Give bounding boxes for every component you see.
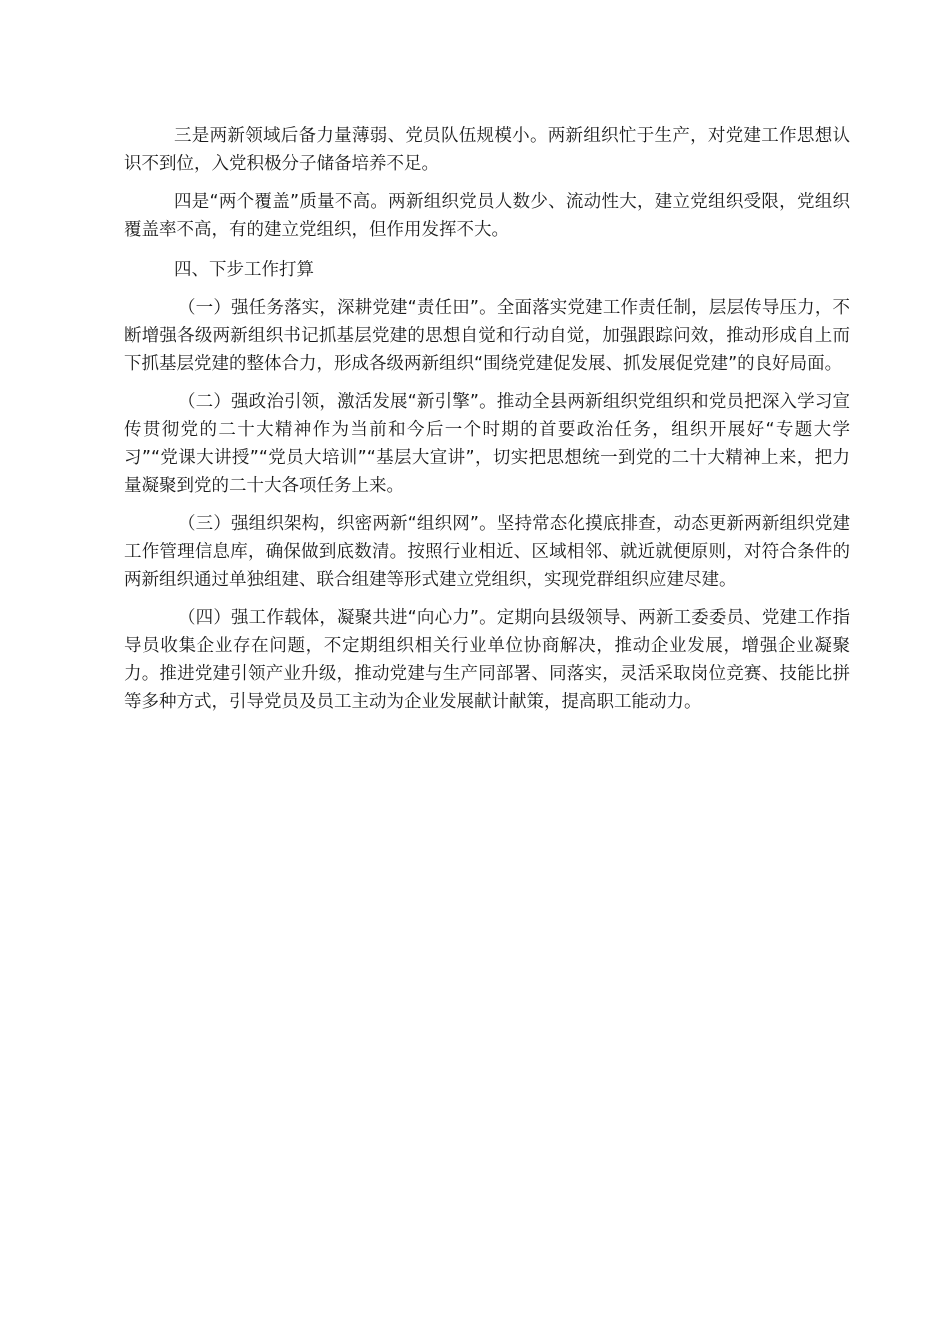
paragraph-task-implementation: （一）强任务落实，深耕党建“责任田”。全面落实党建工作责任制，层层传导压力，不断增强各级两新组织书记抓基层党建的思想自觉和行动自觉，加强跟踪问效，推动形成自上而下抓基层党建的整体合力，形成各级两新组织“围绕党建促发展、抓发展促党建”的良好局面。 <box>124 298 850 374</box>
document-page <box>124 122 850 726</box>
paragraph-organization-structure: （三）强组织架构，织密两新“组织网”。坚持常态化摸底排查，动态更新两新组织党建工作管理信息库，确保做到底数清。按照行业相近、区域相邻、就近就便原则，对符合条件的两新组织通过单独组建、联合组建等形式建立党组织，实现党群组织应建尽建。 <box>124 514 850 590</box>
paragraph-reserve-strength: 三是两新领域后备力量薄弱、党员队伍规模小。两新组织忙于生产，对党建工作思想认识不到位，入党积极分子储备培养不足。 <box>124 126 850 174</box>
paragraph-two-coverage: 四是“两个覆盖”质量不高。两新组织党员人数少、流动性大，建立党组织受限，党组织覆盖率不高，有的建立党组织，但作用发挥不大。 <box>124 192 850 240</box>
paragraph-work-carrier: （四）强工作载体，凝聚共进“向心力”。定期向县级领导、两新工委委员、党建工作指导员收集企业存在问题，不定期组织相关行业单位协商解决，推动企业发展，增强企业凝聚力。推进党建引领产业升级，推动党建与生产同部署、同落实，灵活采取岗位竞赛、技能比拼等多种方式，引导党员及员工主动为企业发展献计献策，提高职工能动力。 <box>124 608 850 712</box>
section-heading-next-steps: 四、下步工作打算 <box>174 260 314 280</box>
paragraph-political-leadership: （二）强政治引领，激活发展“新引擎”。推动全县两新组织党组织和党员把深入学习宣传贯彻党的二十大精神作为当前和今后一个时期的首要政治任务，组织开展好“专题大学习”“党课大讲授”“党员大培训”“基层大宣讲”，切实把思想统一到党的二十大精神上来，把力量凝聚到党的二十大各项任务上来。 <box>124 392 850 496</box>
